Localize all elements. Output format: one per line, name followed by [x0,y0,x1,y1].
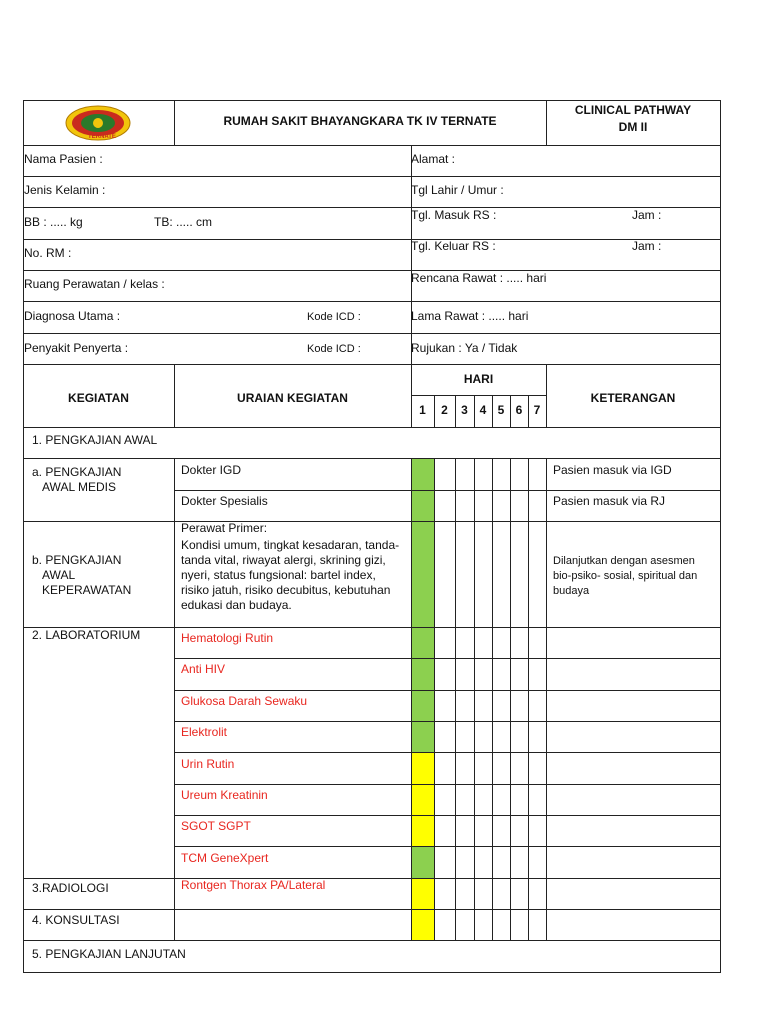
lab-hematologi: Hematologi Rutin [181,631,274,645]
day1-fill-dokter-igd [411,459,434,490]
section-pengkajian-lanjutan: 5. PENGKAJIAN LANJUTAN [32,947,186,961]
field-penyakit-penyerta: Penyakit Penyerta : [24,341,129,355]
field-rujukan: Rujukan : Ya / Tidak [411,341,518,355]
lab-sgot-sgpt: SGOT SGPT [181,819,251,833]
field-kode-icd-1: Kode ICD : [307,311,361,323]
hospital-name: RUMAH SAKIT BHAYANGKARA TK IV TERNATE [223,114,497,128]
ket-perawat: Dilanjutkan dengan asesmen bio-psiko- sosial, spiritual dan budaya [553,555,698,597]
lab-anti-hiv: Anti HIV [181,662,226,676]
lab-ureum-kreatinin: Ureum Kreatinin [181,788,268,802]
section-1a-line1: a. PENGKAJIAN [32,465,122,479]
lab-tcm-genexpert: TCM GeneXpert [181,851,269,865]
field-tb: TB: ..... cm [154,215,213,229]
day1-fill-urin [411,752,434,784]
day1-fill-anti-hiv [411,658,434,690]
ket-rj: Pasien masuk via RJ [553,494,666,508]
day1-fill-konsultasi [411,909,434,940]
day-6: 6 [515,403,523,417]
ket-igd: Pasien masuk via IGD [553,463,672,477]
day1-fill-ureum [411,784,434,815]
row-dokter-igd: Dokter IGD [181,463,242,477]
field-alamat: Alamat : [411,152,456,166]
day-7: 7 [533,403,541,417]
day1-fill-elektrolit [411,721,434,752]
logo-bottom-text: TERNATE [88,134,116,140]
day-3: 3 [461,403,468,417]
field-diagnosa: Diagnosa Utama : [24,309,121,323]
col-hari: HARI [463,372,494,386]
field-nama-pasien: Nama Pasien : [24,152,103,166]
rad-rontgen: Rontgen Thorax PA/Lateral [181,878,326,892]
section-1b-line2: AWAL [42,568,76,582]
lab-elektrolit: Elektrolit [181,725,228,739]
field-lama-rawat: Lama Rawat : ..... hari [411,309,529,323]
col-kegiatan: KEGIATAN [68,391,129,405]
day1-fill-glukosa [411,690,434,721]
section-laboratorium: 2. LABORATORIUM [32,628,141,642]
field-jenis-kelamin: Jenis Kelamin : [24,183,106,197]
day-4: 4 [479,403,487,417]
field-tgl-masuk: Tgl. Masuk RS : [411,208,497,222]
pathway-subtitle: DM II [618,120,648,134]
field-rencana-rawat: Rencana Rawat : ..... hari [411,271,547,285]
field-kode-icd-2: Kode ICD : [307,343,361,355]
section-konsultasi: 4. KONSULTASI [32,913,120,927]
day1-fill-tcm [411,846,434,878]
day-5: 5 [497,403,505,417]
section-pengkajian-awal: 1. PENGKAJIAN AWAL [32,433,158,447]
row-perawat-body: Kondisi umum, tingkat kesadaran, tanda-tanda vital, riwayat alergi, skrining gizi, nyeri, status fungsional: bartel index, risiko jatuh, risiko decubitus, kebutuhan edukasi dan budaya. [181,538,400,612]
lab-urin-rutin: Urin Rutin [181,757,235,771]
field-jam-keluar: Jam : [632,239,662,253]
col-keterangan: KETERANGAN [590,391,676,405]
field-ruang: Ruang Perawatan / kelas : [24,277,165,291]
col-uraian: URAIAN KEGIATAN [237,391,348,405]
field-tgl-keluar: Tgl. Keluar RS : [411,239,496,253]
day1-fill-hematologi [411,627,434,658]
field-jam-masuk: Jam : [632,208,662,222]
day-2: 2 [441,403,448,417]
section-1b-line1: b. PENGKAJIAN [32,553,122,567]
section-radiologi: 3.RADIOLOGI [32,881,109,895]
field-tgl-lahir: Tgl Lahir / Umur : [411,183,504,197]
row-dokter-spesialis: Dokter Spesialis [181,494,268,508]
field-no-rm: No. RM : [24,246,72,260]
day-1: 1 [419,403,426,417]
section-1b-line3: KEPERAWATAN [42,583,132,597]
lab-glukosa: Glukosa Darah Sewaku [181,694,308,708]
day1-fill-rontgen [411,878,434,909]
section-1a-line2: AWAL MEDIS [42,480,117,494]
row-perawat-title: Perawat Primer: [181,521,268,535]
field-bb: BB : ..... kg [24,215,83,229]
pathway-title: CLINICAL PATHWAY [574,103,692,117]
day1-fill-sgot [411,815,434,846]
day1-fill-perawat [411,521,434,627]
day1-fill-dokter-spesialis [411,490,434,521]
